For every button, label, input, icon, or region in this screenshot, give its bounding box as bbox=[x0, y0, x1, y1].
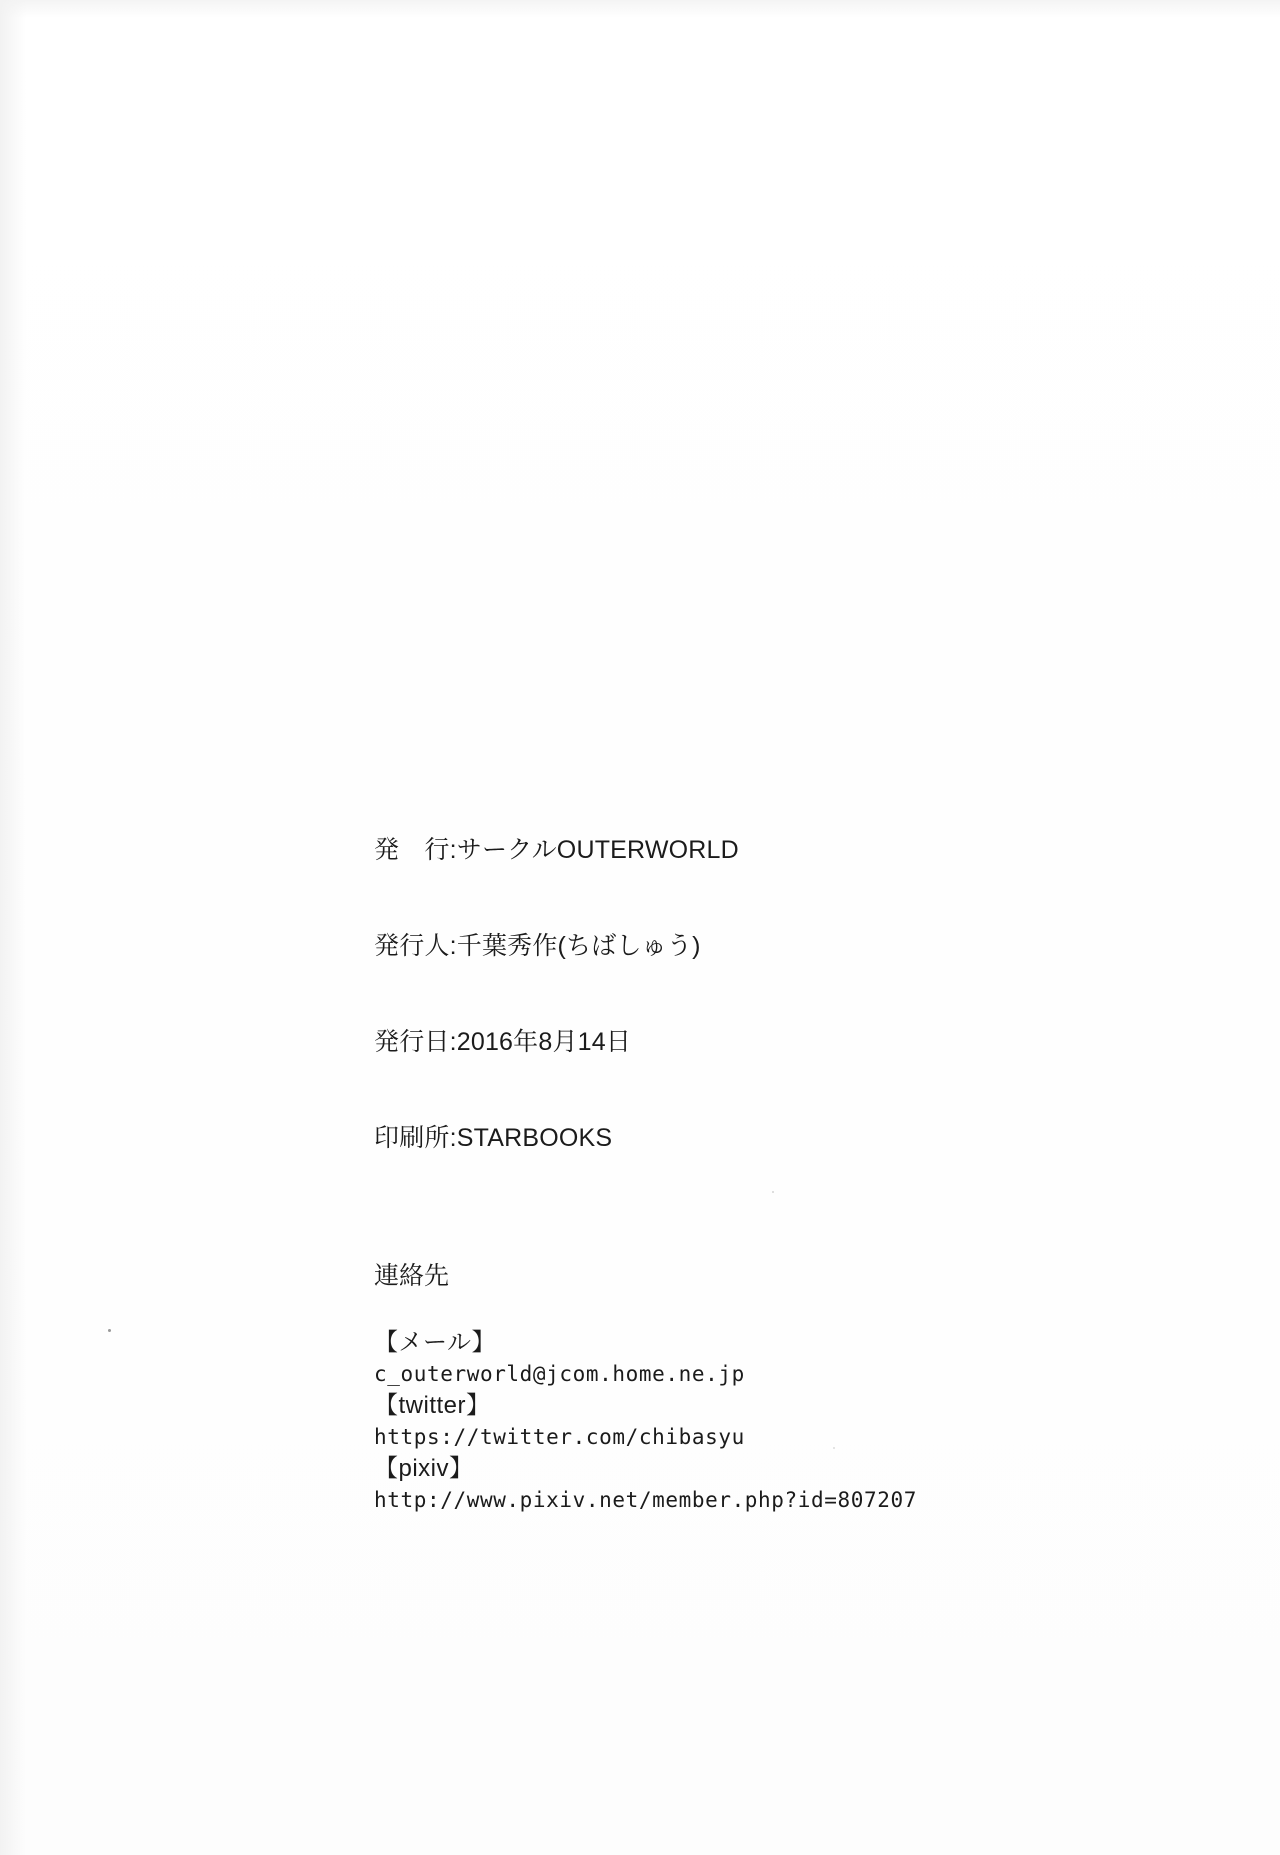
imprint-line-publisher: 発 行:サークルOUTERWORLD bbox=[374, 836, 739, 864]
contact-label-mail: 【メール】 bbox=[374, 1329, 497, 1356]
imprint-block bbox=[374, 770, 1074, 1218]
contact-label-twitter: 【twitter】 bbox=[374, 1392, 491, 1419]
page-speck bbox=[833, 1447, 835, 1449]
colophon-block bbox=[374, 770, 1074, 1516]
contact-value-pixiv[interactable]: http://www.pixiv.net/member.php?id=807207 bbox=[374, 1488, 917, 1512]
contact-value-twitter[interactable]: https://twitter.com/chibasyu bbox=[374, 1425, 745, 1449]
page-top-shadow bbox=[0, 0, 1280, 18]
imprint-line-printer: 印刷所:STARBOOKS bbox=[374, 1124, 613, 1152]
page-speck bbox=[108, 1329, 111, 1332]
contact-heading: 連絡先 bbox=[374, 1262, 450, 1290]
page-left-shadow bbox=[0, 0, 26, 1855]
contact-label-pixiv: 【pixiv】 bbox=[374, 1455, 474, 1482]
page-speck bbox=[772, 1191, 774, 1193]
imprint-line-date: 発行日:2016年8月14日 bbox=[374, 1028, 632, 1056]
contact-value-mail: c_outerworld@jcom.home.ne.jp bbox=[374, 1362, 745, 1386]
contact-list bbox=[374, 1327, 1074, 1516]
imprint-line-author: 発行人:千葉秀作(ちばしゅう) bbox=[374, 932, 701, 960]
